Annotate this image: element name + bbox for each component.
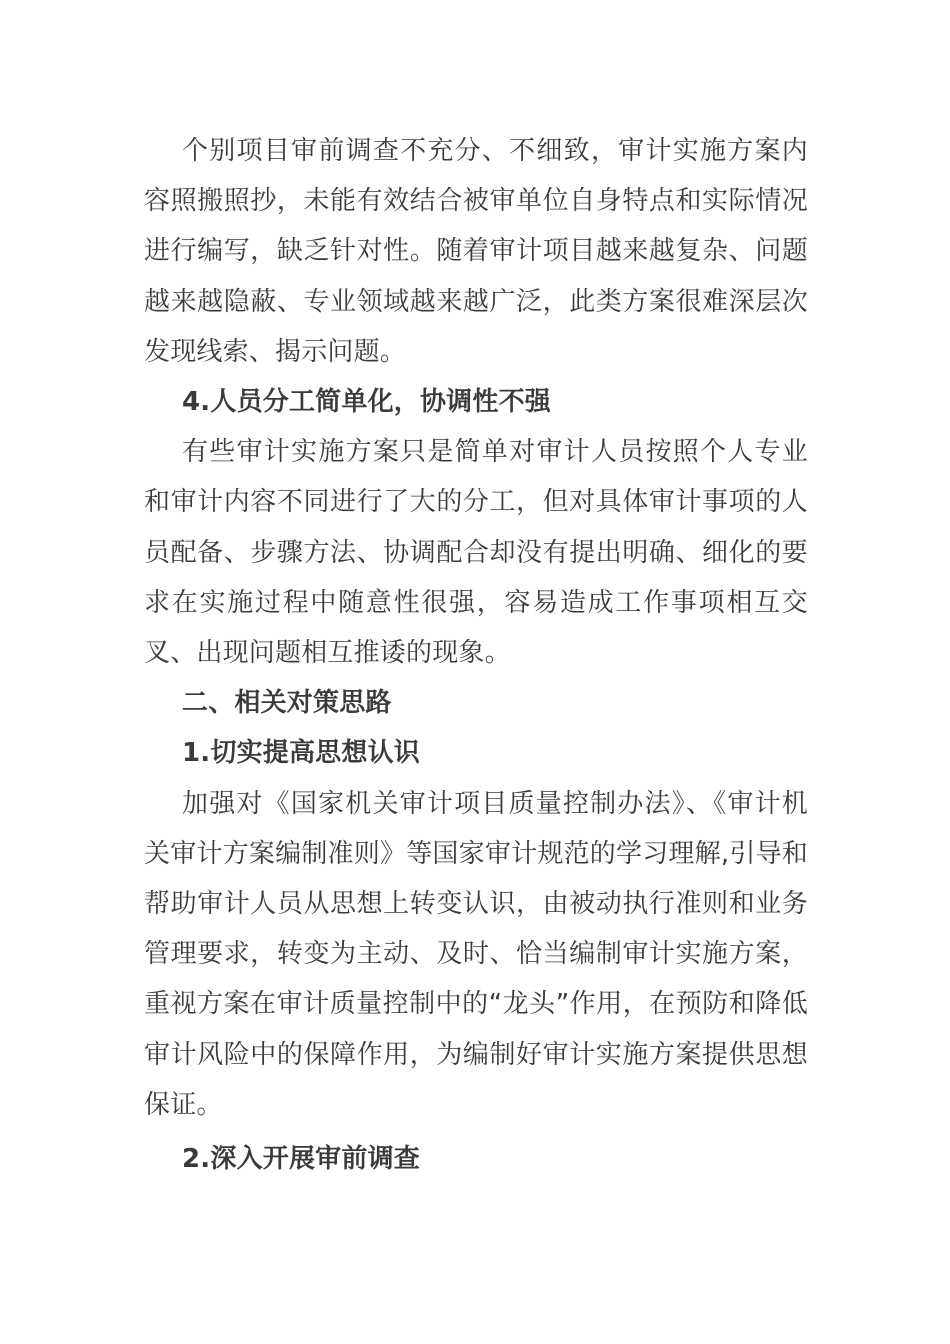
paragraph-staff-division: 有些审计实施方案只是简单对审计人员按照个人专业和审计内容不同进行了大的分工，但对具体审计事项的人员配备、步骤方法、协调配合却没有提出明确、细化的要求在实施过程中随意性很强，容易造成工作事项相互交叉、出现问题相互推诿的现象。 [144,437,808,669]
heading-raise-awareness: 1.切实提高思想认识 [182,738,420,769]
paragraph-raise-awareness: 加强对《国家机关审计项目质量控制办法》、《审计机关审计方案编制准则》等国家审计规范的学习理解,引导和帮助审计人员从思想上转变认识，由被动执行准则和业务管理要求，转变为主动、及时、恰当编制审计实施方案，重视方案在审计质量控制中的“龙头”作用，在预防和降低审计风险中的保障作用，为编制好审计实施方案提供思想保证。 [144,788,808,1120]
paragraph-pre-investigation-issue: 个别项目审前调查不充分、不细致，审计实施方案内容照搬照抄，未能有效结合被审单位自身特点和实际情况进行编写，缺乏针对性。随着审计项目越来越复杂、问题越来越隐蔽、专业领域越来越广泛，此类方案很难深层次发现线索、揭示问题。 [144,136,808,367]
heading-pre-audit-investigation: 2.深入开展审前调查 [182,1144,420,1175]
heading-staff-division: 4.人员分工简单化，协调性不强 [182,387,551,418]
heading-countermeasures: 二、相关对策思路 [182,688,392,719]
document-body [144,126,808,1184]
